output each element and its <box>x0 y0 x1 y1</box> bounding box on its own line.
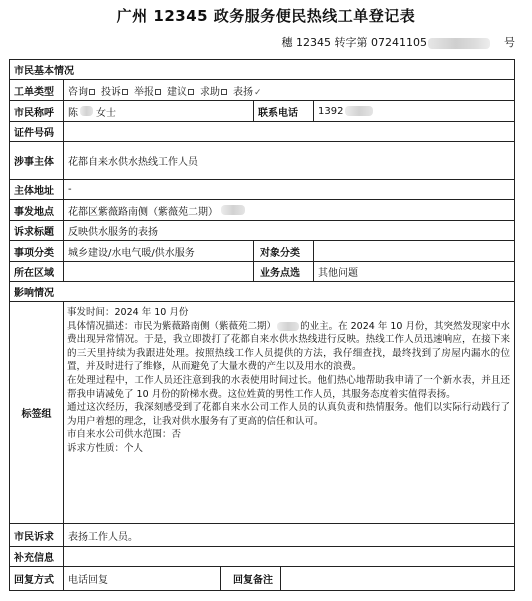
type-option-report[interactable]: 举报 <box>134 83 167 98</box>
phone-value: 1392 <box>313 101 514 121</box>
form-title: 广州 12345 政务服务便民热线工单登记表 <box>116 7 416 25</box>
row-title <box>10 221 514 241</box>
checkmark-icon: ✓ <box>254 87 262 98</box>
row-appeal <box>10 524 514 547</box>
description-paragraph-3: 通过这次经历，我深刻感受到了花都自来水公司工作人员的认真负责和热情服务。他们以实际行动践行了为用户着想的理念，让我对供水服务有了更高的信任和认可。 <box>67 402 510 427</box>
label-biz: 业务点选 <box>253 262 313 281</box>
supply-scope: 市自来水公司供水范围：否 <box>67 429 182 441</box>
serial-number <box>0 34 515 50</box>
category-value: 城乡建设/水电气暖/供水服务 <box>63 241 253 261</box>
description-paragraph-1: 具体情况描述：市民为紫薇路南侧（紫薇苑二期） 的业主。在 2024 年 10 月份，其突然发现家中水费出现异常情况。于是，我立即拨打了花都自来水供水热线进行反映。热线工作人员迅速响应，在接下来的三天里持续为我跟进处理。按照热线工作人员提供的方法，我仔细查找，最终找到了房屋内漏水的位置，并及时进行了维修，从而避免了大量水费的产生以及用水的浪费。 <box>67 320 510 373</box>
description-paragraph-2: 在处理过程中，工作人员还注意到我的水表使用时间过长。他们热心地帮助我申请了一个新水表，并且还帮我申请减免了 10 月份的阶梯水费。这位姓黄的男性工作人员，其服务态度着实值得表扬。 <box>67 374 510 400</box>
type-option-suggest[interactable]: 建议 <box>167 83 200 98</box>
type-option-complaint[interactable]: 投诉 <box>101 83 134 98</box>
reply-mode-value: 电话回复 <box>63 567 220 590</box>
checkbox-icon <box>155 89 161 95</box>
row-impact <box>10 282 514 302</box>
supplement-value <box>63 547 514 566</box>
label-phone: 联系电话 <box>253 101 313 121</box>
section-header-row <box>10 60 514 80</box>
type-option-help[interactable]: 求助 <box>200 83 233 98</box>
label-appeal: 市民诉求 <box>14 531 54 543</box>
label-id: 证件号码 <box>14 128 54 139</box>
title-value: 反映供水服务的表扬 <box>63 221 514 240</box>
row-name-phone <box>10 101 514 122</box>
label-impact: 影响情况 <box>14 288 54 299</box>
checkbox-icon <box>89 89 95 95</box>
row-subject <box>10 142 514 180</box>
checkbox-icon <box>122 89 128 95</box>
redaction-blur <box>277 322 299 331</box>
label-name: 市民称呼 <box>14 107 54 119</box>
region-value <box>63 262 253 281</box>
row-region <box>10 262 514 282</box>
checkbox-icon <box>188 89 194 95</box>
incident-time: 事发时间：2024 年 10 月份 <box>67 307 189 318</box>
label-address: 主体地址 <box>14 186 54 197</box>
label-reply-mode: 回复方式 <box>14 575 54 586</box>
reply-note-value <box>280 567 514 590</box>
row-tags <box>10 302 514 524</box>
label-category: 事项分类 <box>14 247 54 259</box>
checkbox-icon <box>221 89 227 95</box>
address-value: - <box>63 180 514 199</box>
label-region: 所在区域 <box>14 268 54 279</box>
label-location: 事发地点 <box>14 206 54 218</box>
citizen-name: 陈 女士 <box>63 101 253 121</box>
type-options <box>63 80 514 100</box>
row-type <box>10 80 514 101</box>
row-category <box>10 241 514 262</box>
location-value: 花都区紫薇路南侧（紫薇苑二期） <box>63 200 514 220</box>
registration-form <box>9 59 515 591</box>
label-object: 对象分类 <box>253 241 313 261</box>
type-option-consult[interactable]: 咨询 <box>68 83 101 98</box>
object-value <box>313 241 514 261</box>
row-supplement <box>10 547 514 567</box>
subject-value: 花都自来水供水热线工作人员 <box>63 142 514 179</box>
label-reply-note: 回复备注 <box>220 567 280 590</box>
serial-prefix: 穗 12345 转字第 07241105 <box>281 36 427 49</box>
serial-suffix: 号 <box>504 36 515 49</box>
appeal-value: 表扬工作人员。 <box>63 524 514 546</box>
type-option-praise[interactable]: 表扬✓ <box>233 86 262 98</box>
detail-text <box>63 302 514 523</box>
row-id <box>10 122 514 142</box>
redaction-blur <box>221 205 245 215</box>
label-type: 工单类型 <box>14 86 54 98</box>
section-title: 市民基本情况 <box>14 66 74 77</box>
biz-value: 其他问题 <box>313 262 514 281</box>
label-subject: 涉事主体 <box>14 157 54 168</box>
row-location <box>10 200 514 221</box>
row-address <box>10 180 514 200</box>
requester-nature: 诉求方性质：个人 <box>67 442 144 454</box>
redaction-blur <box>428 38 490 49</box>
row-reply <box>10 567 514 590</box>
label-title: 诉求标题 <box>14 227 54 238</box>
label-tag: 标签组 <box>21 409 52 420</box>
id-value <box>63 122 514 141</box>
impact-value <box>63 282 514 301</box>
label-supplement: 补充信息 <box>14 553 54 564</box>
redaction-blur <box>80 106 93 116</box>
redaction-blur <box>345 106 373 116</box>
